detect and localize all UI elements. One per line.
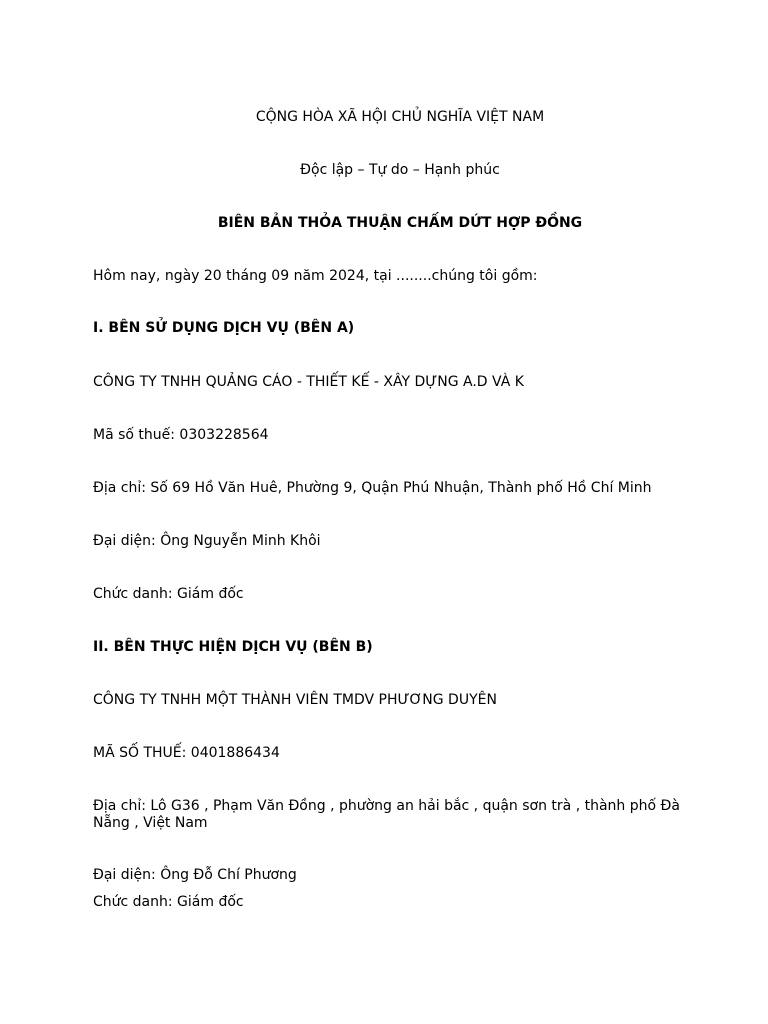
party-a-tax-code: Mã số thuế: 0303228564 (93, 427, 269, 443)
party-a-heading: I. BÊN SỬ DỤNG DỊCH VỤ (BÊN A) (93, 320, 355, 336)
party-b-tax-code: MÃ SỐ THUẾ: 0401886434 (93, 745, 280, 761)
party-a-representative: Đại diện: Ông Nguyễn Minh Khôi (93, 533, 321, 549)
country-heading: CỘNG HÒA XÃ HỘI CHỦ NGHĨA VIỆT NAM (255, 109, 545, 125)
party-b-company: CÔNG TY TNHH MỘT THÀNH VIÊN TMDV PHƯƠNG DUYÊN (93, 692, 497, 708)
party-a-company: CÔNG TY TNHH QUẢNG CÁO - THIẾT KẾ - XÂY DỰNG A.D VÀ K (93, 374, 524, 390)
party-b-representative: Đại diện: Ông Đỗ Chí Phương (93, 867, 297, 883)
motto: Độc lập – Tự do – Hạnh phúc (300, 162, 500, 178)
party-b-address-line2: Nẵng , Việt Nam (93, 815, 208, 831)
party-b-position: Chức danh: Giám đốc (93, 894, 244, 910)
party-b-heading: II. BÊN THỰC HIỆN DỊCH VỤ (BÊN B) (93, 639, 373, 655)
document-title: BIÊN BẢN THỎA THUẬN CHẤM DỨT HỢP ĐỒNG (217, 215, 583, 231)
intro-text: Hôm nay, ngày 20 tháng 09 năm 2024, tại ........chúng tôi gồm: (93, 268, 538, 284)
party-a-address: Địa chỉ: Số 69 Hồ Văn Huê, Phường 9, Quận Phú Nhuận, Thành phố Hồ Chí Minh (93, 480, 652, 496)
party-a-position: Chức danh: Giám đốc (93, 586, 244, 602)
party-b-address-line1: Địa chỉ: Lô G36 , Phạm Văn Đồng , phường an hải bắc , quận sơn trà , thành phố Đà (93, 798, 680, 814)
